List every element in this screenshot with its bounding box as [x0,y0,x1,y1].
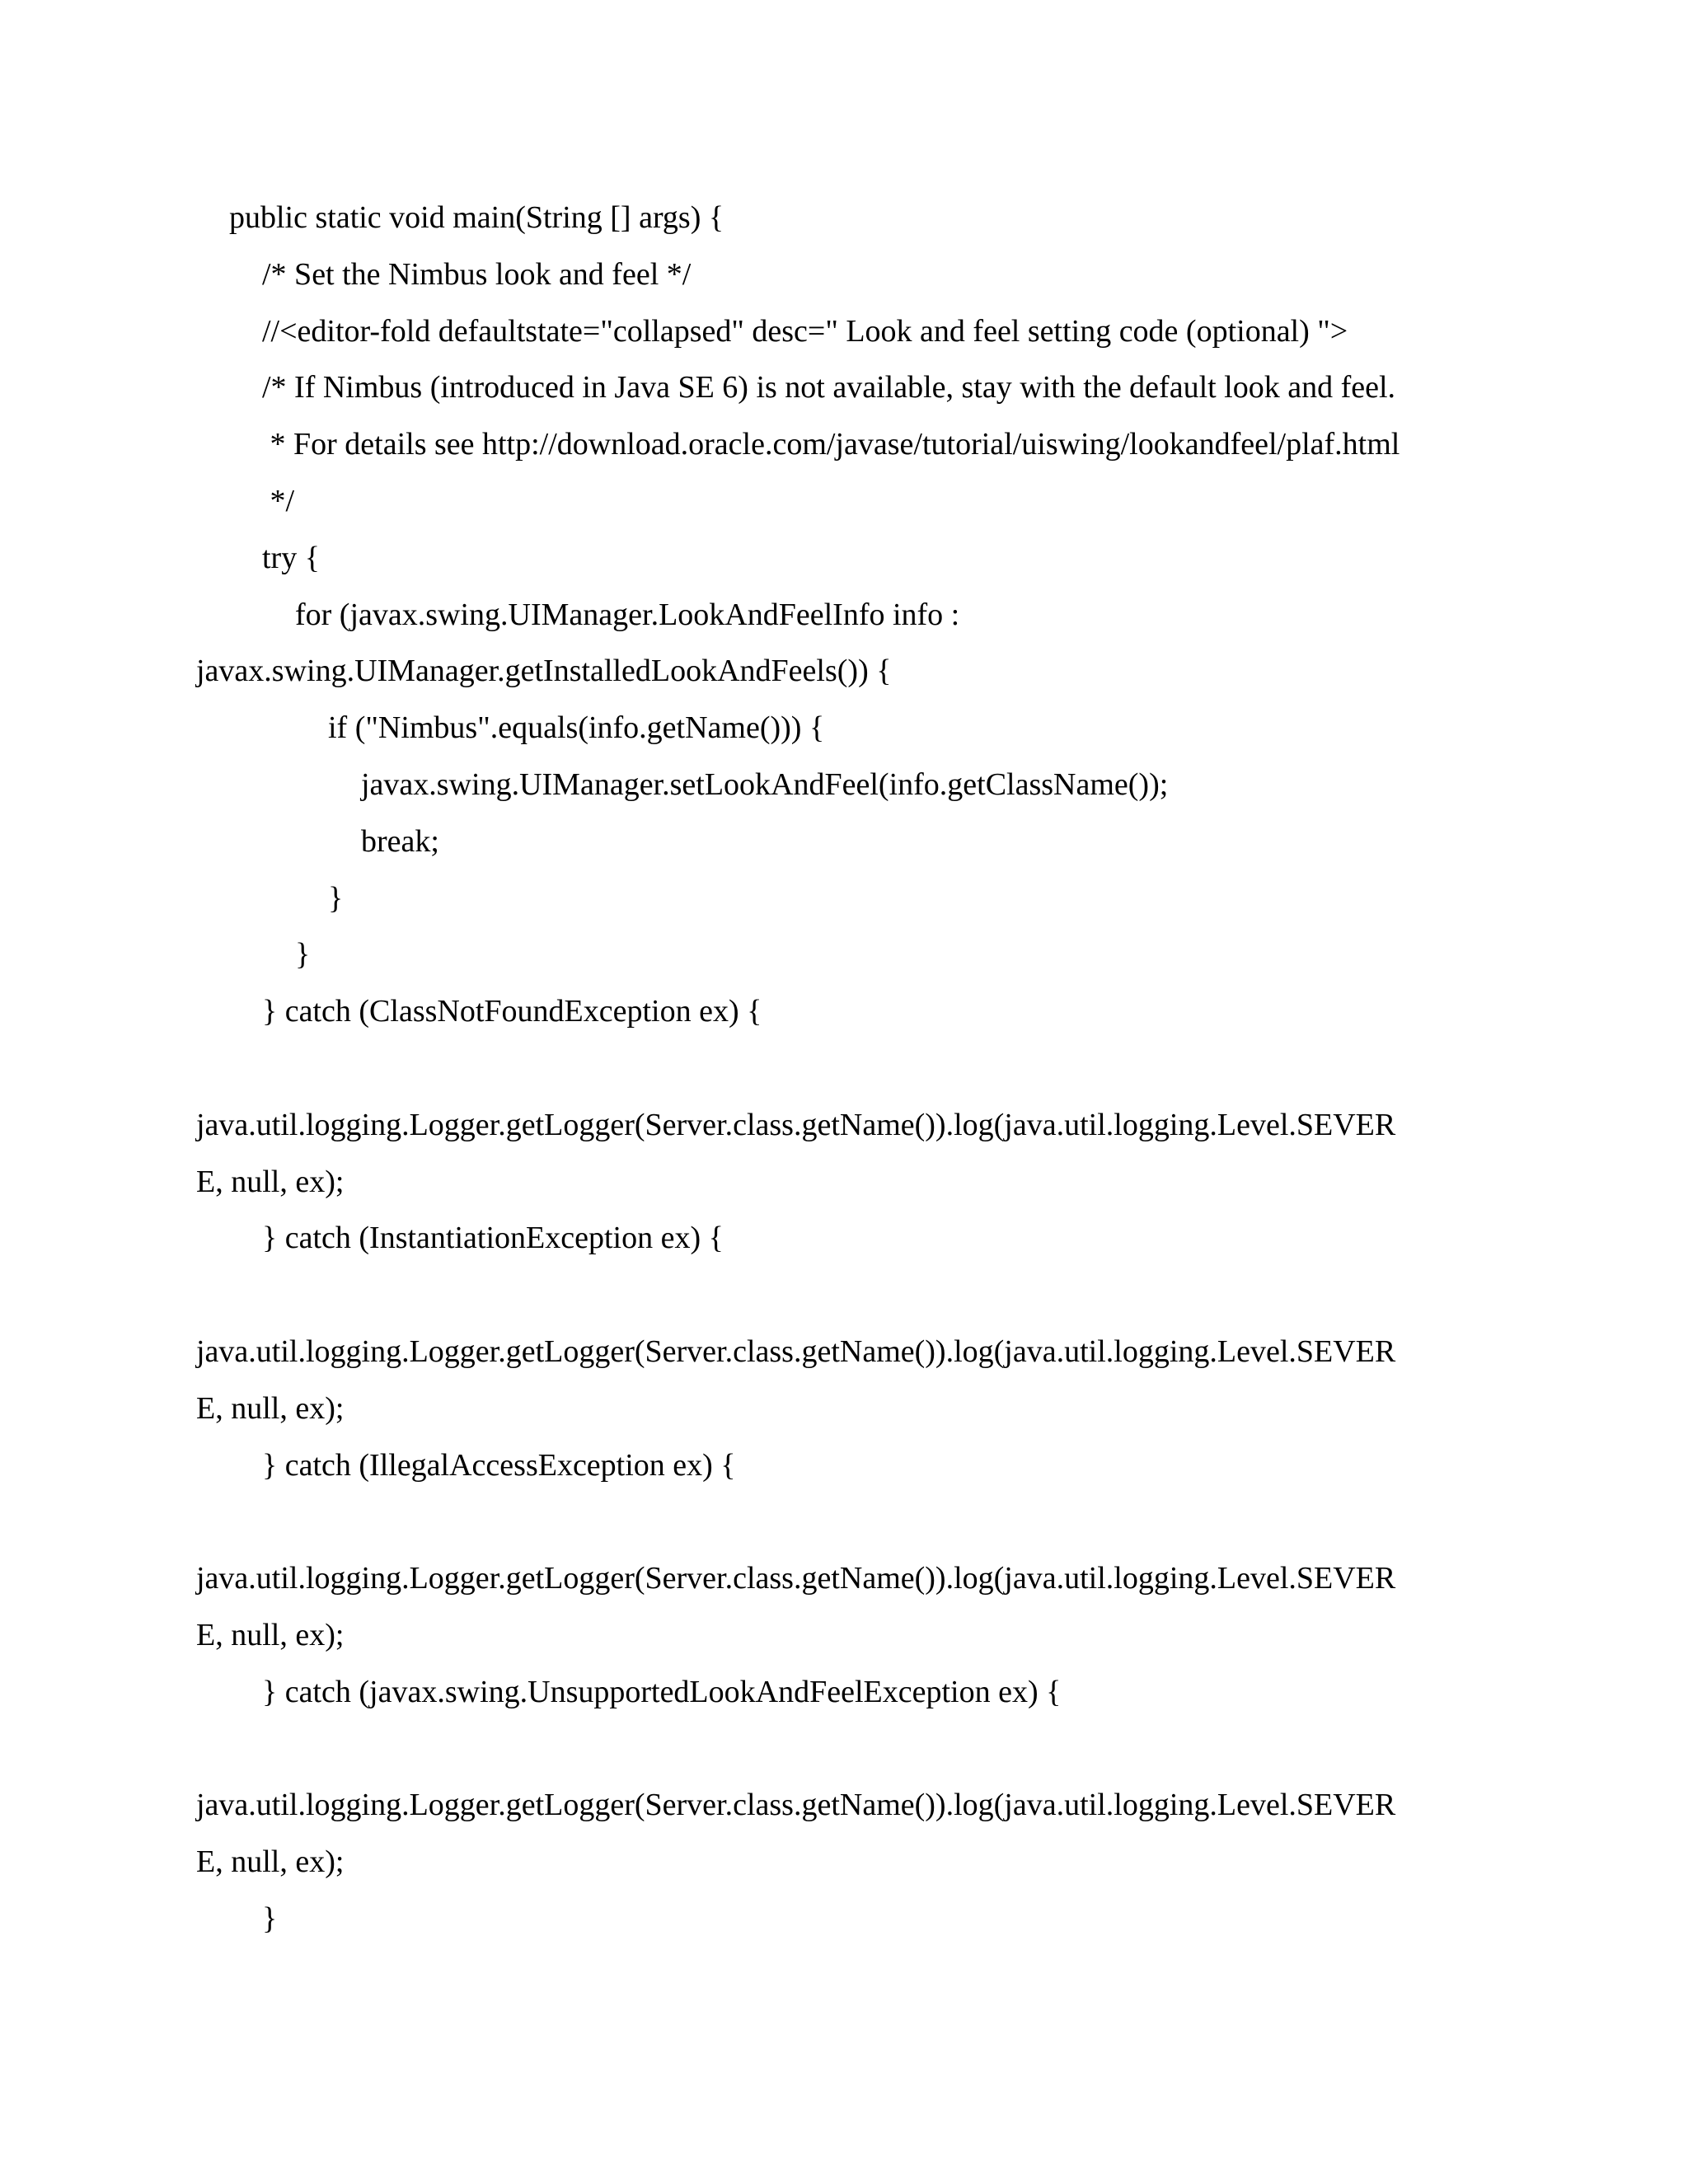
code-line: java.util.logging.Logger.getLogger(Server.class.getName()).log(java.util.logging.Level.SEVER [196,1788,1396,1823]
code-line: } catch (InstantiationException ex) { [262,1221,724,1256]
code-line: } catch (javax.swing.UnsupportedLookAndFeelException ex) { [262,1674,1062,1709]
code-line: } [262,1901,278,1936]
code-line: /* If Nimbus (introduced in Java SE 6) is not available, stay with the default look and feel. [262,370,1396,405]
code-line: E, null, ex); [196,1618,345,1652]
code-line: E, null, ex); [196,1844,345,1880]
code-line: java.util.logging.Logger.getLogger(Server.class.getName()).log(java.util.logging.Level.SEVER [196,1107,1396,1142]
code-line: } catch (ClassNotFoundException ex) { [262,994,762,1029]
code-line: * For details see http://download.oracle.com/javase/tutorial/uiswing/lookandfeel/plaf.html [262,427,1400,462]
code-line: //<editor-fold defaultstate="collapsed" desc=" Look and feel setting code (optional) "> [262,313,1348,349]
code-line: java.util.logging.Logger.getLogger(Server.class.getName()).log(java.util.logging.Level.SEVER [196,1334,1396,1369]
code-line: break; [361,823,439,859]
code-line: /* Set the Nimbus look and feel */ [262,256,692,292]
code-line: javax.swing.UIManager.getInstalledLookAndFeels()) { [196,654,892,689]
code-line: */ [262,484,295,518]
code-line: E, null, ex); [196,1390,345,1426]
code-line: } [328,880,344,916]
code-line: for (javax.swing.UIManager.LookAndFeelInfo info : [295,597,960,632]
code-line: if ("Nimbus".equals(info.getName())) { [328,710,825,746]
code-line: try { [262,540,320,575]
code-line: javax.swing.UIManager.setLookAndFeel(info.getClassName()); [361,767,1169,802]
code-line: E, null, ex); [196,1164,345,1199]
code-line: } catch (IllegalAccessException ex) { [262,1447,736,1483]
code-line: java.util.logging.Logger.getLogger(Server.class.getName()).log(java.util.logging.Level.SEVER [196,1561,1396,1596]
code-line: public static void main(String [] args) { [229,200,724,235]
code-line: } [295,937,311,972]
